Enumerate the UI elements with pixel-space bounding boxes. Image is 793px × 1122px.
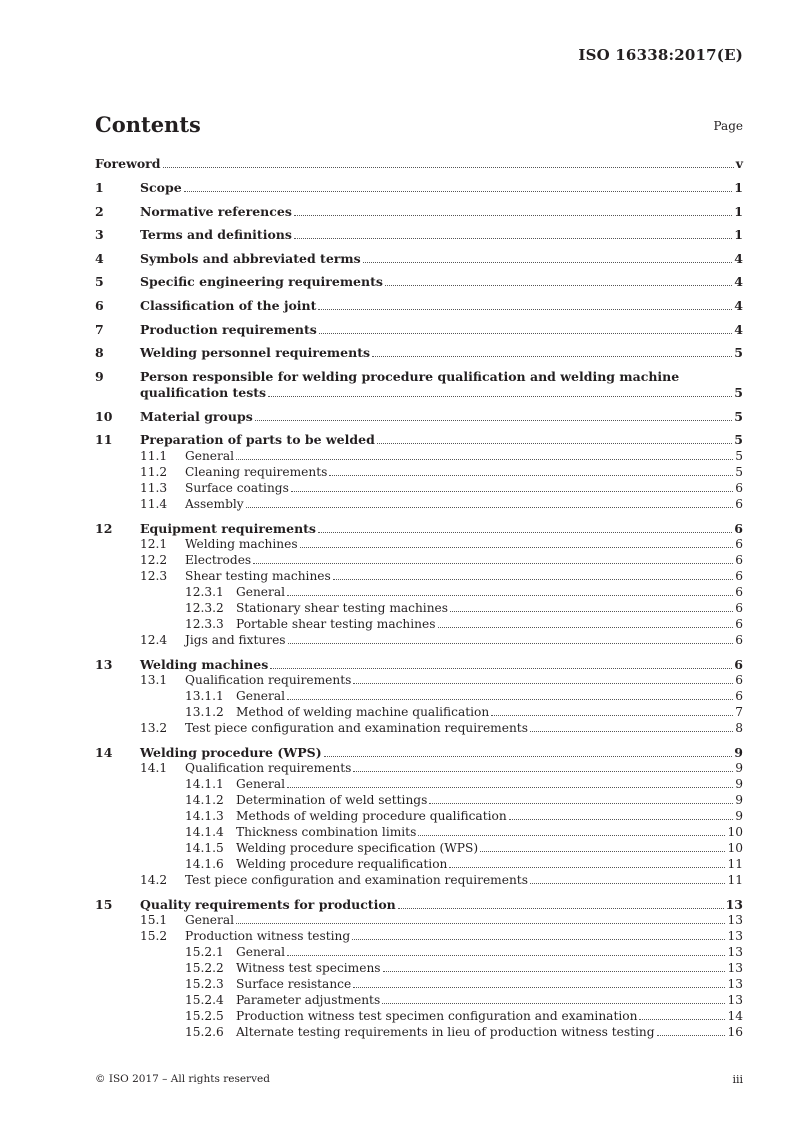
toc-entry-number: 13.1.2 xyxy=(185,705,224,719)
toc-entry[interactable] xyxy=(95,673,743,687)
toc-entry[interactable] xyxy=(95,585,743,599)
toc-entry-number: 13.1.1 xyxy=(185,689,224,703)
toc-entry-page: 1 xyxy=(734,227,743,242)
toc-entry-page: 9 xyxy=(735,809,743,823)
toc-entry-number: 15.2.6 xyxy=(185,1025,224,1039)
toc-entry-text: qualification tests xyxy=(140,385,267,400)
toc-entry-number: 13.2 xyxy=(140,721,168,735)
toc-entry-number: 11.3 xyxy=(140,481,168,495)
toc-entry-page: 13 xyxy=(727,993,743,1007)
toc-entry-number: 15 xyxy=(95,897,113,912)
toc-entry[interactable] xyxy=(95,432,743,447)
toc-entry-number: 12 xyxy=(95,521,113,536)
toc-entry-number: 14.1 xyxy=(140,761,168,775)
toc-entry-page: 9 xyxy=(734,745,743,760)
toc-entry-page: 9 xyxy=(735,761,743,775)
toc-entry-text: Test piece configuration and examination requirements xyxy=(185,721,528,735)
toc-entry[interactable] xyxy=(95,633,743,647)
toc-entry-page: 6 xyxy=(735,585,743,599)
toc-entry-text: Parameter adjustments xyxy=(236,993,381,1007)
toc-entry-text: Thickness combination limits xyxy=(236,825,417,839)
toc-entry-number: 11.1 xyxy=(140,449,168,463)
page-column-label: Page xyxy=(713,119,743,133)
toc-entry-page: 13 xyxy=(727,961,743,975)
toc-entry[interactable] xyxy=(95,180,743,195)
toc-entry-page: 8 xyxy=(735,721,743,735)
toc-entry-page: 5 xyxy=(734,345,743,360)
toc-entry-number: 13 xyxy=(95,657,113,672)
toc-entry[interactable] xyxy=(95,793,743,807)
toc-entry-page: 11 xyxy=(727,873,743,887)
toc-entry[interactable] xyxy=(95,689,743,703)
toc-entry-number: 15.2.3 xyxy=(185,977,224,991)
page-number: iii xyxy=(732,1073,743,1086)
toc-entry-text: Quality requirements for production xyxy=(140,897,396,912)
toc-entry-foreword[interactable] xyxy=(95,156,743,171)
toc-entry-number: 11.4 xyxy=(140,497,168,511)
toc-entry-page: 10 xyxy=(727,825,743,839)
toc-entry-number: 3 xyxy=(95,227,104,242)
toc-entry-page: 9 xyxy=(735,793,743,807)
toc-entry[interactable] xyxy=(95,913,743,927)
toc-entry-text: Welding procedure requalification xyxy=(236,857,448,871)
toc-entry-text: Equipment requirements xyxy=(140,521,316,536)
toc-entry[interactable] xyxy=(95,521,743,536)
toc-entry-page: 11 xyxy=(727,857,743,871)
toc-entry-text: General xyxy=(185,449,234,463)
toc-entry[interactable] xyxy=(95,322,743,337)
toc-entry[interactable] xyxy=(95,841,743,855)
toc-entry-text: Foreword xyxy=(95,156,161,171)
toc-entry-number: 14.2 xyxy=(140,873,168,887)
toc-entry[interactable] xyxy=(95,537,743,551)
toc-entry-number: 12.2 xyxy=(140,553,168,567)
toc-entry-page: 13 xyxy=(727,929,743,943)
toc-entry-page: 6 xyxy=(734,521,743,536)
toc-entry[interactable] xyxy=(95,1025,743,1039)
toc-entry-page: 5 xyxy=(734,385,743,400)
toc-entry-text: Production witness test specimen configuration and examination xyxy=(236,1009,638,1023)
toc-entry-number: 11 xyxy=(95,432,113,447)
toc-entry-number: 14.1.4 xyxy=(185,825,224,839)
toc-entry-number: 1 xyxy=(95,180,104,195)
toc-entry-number: 14.1.5 xyxy=(185,841,224,855)
toc-entry-number: 12.4 xyxy=(140,633,168,647)
toc-entry[interactable] xyxy=(95,897,743,912)
toc-entry-text: Scope xyxy=(140,180,182,195)
toc-entry-text: Specific engineering requirements xyxy=(140,274,383,289)
toc-entry-text: Qualification requirements xyxy=(185,673,352,687)
toc-entry-text: General xyxy=(236,777,285,791)
toc-entry-number: 4 xyxy=(95,251,104,266)
toc-entry-number: 15.2.2 xyxy=(185,961,224,975)
toc-entry-number: 15.2 xyxy=(140,929,168,943)
toc-entry-text: Welding personnel requirements xyxy=(140,345,371,360)
toc-entry[interactable] xyxy=(95,298,743,313)
toc-entry-text: Portable shear testing machines xyxy=(236,617,436,631)
toc-entry-text: Alternate testing requirements in lieu of production witness testing xyxy=(236,1025,655,1039)
toc-entry-text: Surface coatings xyxy=(185,481,289,495)
toc-entry-text: General xyxy=(236,585,285,599)
toc-entry-number: 15.2.1 xyxy=(185,945,224,959)
toc-entry-page: 4 xyxy=(734,298,743,313)
toc-entry-number: 8 xyxy=(95,345,104,360)
toc-entry-text: Welding procedure (WPS) xyxy=(140,745,322,760)
toc-entry-text: Material groups xyxy=(140,409,253,424)
toc-entry-text: Normative references xyxy=(140,204,292,219)
toc-entry-number: 11.2 xyxy=(140,465,168,479)
toc-entry-page: 16 xyxy=(727,1025,743,1039)
toc-entry-page: 5 xyxy=(734,409,743,424)
toc-entry[interactable] xyxy=(95,705,743,719)
toc-entry-number: 12.1 xyxy=(140,537,168,551)
toc-entry-number: 14.1.2 xyxy=(185,793,224,807)
toc-entry[interactable] xyxy=(95,945,743,959)
toc-entry-page: 6 xyxy=(735,569,743,583)
toc-entry[interactable] xyxy=(95,274,743,289)
toc-entry-page: 6 xyxy=(734,657,743,672)
toc-entry-page: 6 xyxy=(735,633,743,647)
toc-entry[interactable] xyxy=(95,825,743,839)
toc-entry-text: Welding machines xyxy=(185,537,298,551)
toc-entry[interactable] xyxy=(95,777,743,791)
toc-entry[interactable] xyxy=(95,993,743,1007)
toc-entry-text: Production requirements xyxy=(140,322,317,337)
toc-entry-page: 10 xyxy=(727,841,743,855)
toc-entry-text: Surface resistance xyxy=(236,977,352,991)
toc-entry-number: 13.1 xyxy=(140,673,168,687)
toc-entry-number: 12.3.3 xyxy=(185,617,224,631)
toc-entry-number: 14.1.6 xyxy=(185,857,224,871)
toc-entry-number: 14.1.3 xyxy=(185,809,224,823)
document-id: ISO 16338:2017(E) xyxy=(578,46,743,64)
toc-entry[interactable] xyxy=(95,409,743,424)
toc-entry-page: 13 xyxy=(727,977,743,991)
toc-entry[interactable] xyxy=(95,873,743,887)
toc-entry-number: 2 xyxy=(95,204,104,219)
toc-entry[interactable] xyxy=(95,251,743,266)
toc-entry-text: Test piece configuration and examination requirements xyxy=(185,873,528,887)
toc-entry-number: 12.3.1 xyxy=(185,585,224,599)
toc-entry[interactable] xyxy=(95,1009,743,1023)
toc-entry-number: 12.3.2 xyxy=(185,601,224,615)
toc-entry-text: Person responsible for welding procedure qualification and welding machine xyxy=(140,369,680,384)
toc-entry[interactable] xyxy=(95,465,743,479)
toc-entry[interactable] xyxy=(95,449,743,463)
toc-entry[interactable] xyxy=(95,721,743,735)
toc-entry-text: Welding machines xyxy=(140,657,269,672)
toc-entry[interactable] xyxy=(95,553,743,567)
toc-entry-text: Shear testing machines xyxy=(185,569,331,583)
toc-entry-text: Assembly xyxy=(185,497,244,511)
toc-entry-text: Methods of welding procedure qualification xyxy=(236,809,507,823)
toc-entry[interactable] xyxy=(95,809,743,823)
toc-entry-text: General xyxy=(185,913,234,927)
toc-entry-page: 9 xyxy=(735,777,743,791)
toc-entry[interactable] xyxy=(95,745,743,760)
toc-entry-number: 9 xyxy=(95,369,104,384)
toc-entry-text: Qualification requirements xyxy=(185,761,352,775)
toc-entry[interactable] xyxy=(95,345,743,360)
toc-entry-page: 6 xyxy=(735,537,743,551)
toc-entry-number: 6 xyxy=(95,298,104,313)
toc-entry-text: Terms and definitions xyxy=(140,227,292,242)
toc-entry-page: 5 xyxy=(735,465,743,479)
toc-entry-text: Production witness testing xyxy=(185,929,351,943)
toc-entry-text: Determination of weld settings xyxy=(236,793,428,807)
toc-entry-text: Welding procedure specification (WPS) xyxy=(236,841,479,855)
toc-entry[interactable] xyxy=(95,227,743,242)
toc-entry-number: 14.1.1 xyxy=(185,777,224,791)
toc-entry-page: 6 xyxy=(735,497,743,511)
toc-entry[interactable] xyxy=(95,761,743,775)
toc-entry[interactable] xyxy=(95,929,743,943)
toc-entry-text: Witness test specimens xyxy=(236,961,381,975)
toc-entry-text: Stationary shear testing machines xyxy=(236,601,449,615)
toc-entry-text: Jigs and fixtures xyxy=(185,633,286,647)
toc-entry-page: 6 xyxy=(735,601,743,615)
toc-entry-page: 13 xyxy=(725,897,743,912)
toc-entry-page: 5 xyxy=(734,432,743,447)
toc-entry-text: General xyxy=(236,945,285,959)
toc-entry-number: 14 xyxy=(95,745,113,760)
toc-entry-text: General xyxy=(236,689,285,703)
toc-entry-page: 6 xyxy=(735,481,743,495)
toc-entry-page: 5 xyxy=(735,449,743,463)
toc-entry-number: 15.1 xyxy=(140,913,168,927)
toc-entry-page: 13 xyxy=(727,913,743,927)
toc-entry-page: 13 xyxy=(727,945,743,959)
toc-entry[interactable] xyxy=(95,617,743,631)
toc-entry-page: 4 xyxy=(734,322,743,337)
toc-entry-page: 6 xyxy=(735,553,743,567)
toc-entry[interactable] xyxy=(95,961,743,975)
toc-entry[interactable] xyxy=(95,204,743,219)
toc-entry[interactable] xyxy=(95,857,743,871)
toc-entry-number: 15.2.4 xyxy=(185,993,224,1007)
toc-entry-number: 10 xyxy=(95,409,113,424)
toc-entry-text: Cleaning requirements xyxy=(185,465,328,479)
toc-entry[interactable] xyxy=(95,481,743,495)
toc-entry-number: 12.3 xyxy=(140,569,168,583)
toc-entry-page: 6 xyxy=(735,689,743,703)
toc-entry[interactable] xyxy=(95,497,743,511)
toc-entry[interactable] xyxy=(95,977,743,991)
copyright-notice: © ISO 2017 – All rights reserved xyxy=(95,1073,270,1085)
toc-entry-page: v xyxy=(735,156,743,171)
toc-entry-number: 5 xyxy=(95,274,104,289)
toc-entry-text: Preparation of parts to be welded xyxy=(140,432,375,447)
toc-entry[interactable] xyxy=(95,601,743,615)
toc-entry[interactable] xyxy=(95,569,743,583)
toc-entry-page: 1 xyxy=(734,204,743,219)
toc-entry-page: 6 xyxy=(735,617,743,631)
toc-entry[interactable] xyxy=(95,657,743,672)
toc-entry-page: 4 xyxy=(734,251,743,266)
toc-entry-page: 7 xyxy=(735,705,743,719)
toc-entry-text: Electrodes xyxy=(185,553,252,567)
toc-entry-number: 15.2.5 xyxy=(185,1009,224,1023)
toc-entry-page: 14 xyxy=(727,1009,743,1023)
toc-entry-number: 7 xyxy=(95,322,104,337)
toc-entry-page: 6 xyxy=(735,673,743,687)
toc-entry-text: Classification of the joint xyxy=(140,298,317,313)
toc-entry-page: 1 xyxy=(734,180,743,195)
toc-entry-page: 4 xyxy=(734,274,743,289)
toc-entry-text: Symbols and abbreviated terms xyxy=(140,251,361,266)
toc-entry-text: Method of welding machine qualification xyxy=(236,705,490,719)
page-title: Contents xyxy=(95,112,201,137)
